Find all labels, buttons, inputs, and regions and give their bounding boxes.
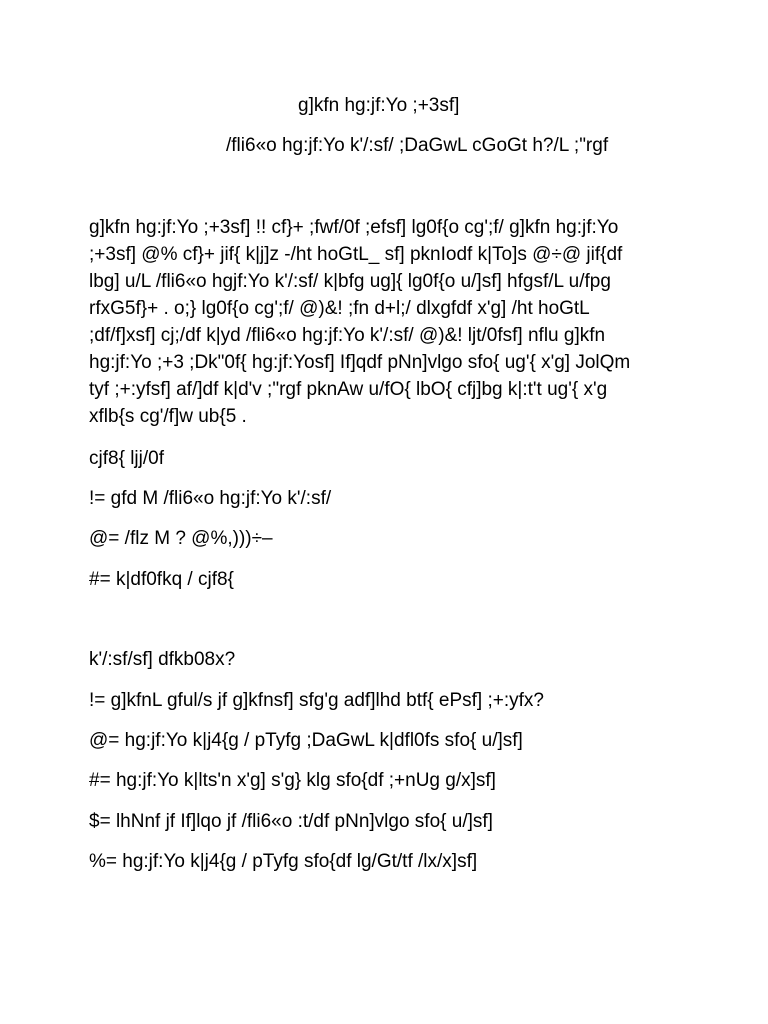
details-item: #= k|df0fkq / cjf8{ bbox=[89, 569, 234, 590]
paragraph-line: tyf ;+:yfsf] af/]df k|d'v ;"rgf pknAw u/fO{ lbO{ cfj]bg k|:t't ug'{ x'g bbox=[89, 379, 608, 400]
criteria-item: #= hg:jf:Yo k|lts'n x'g] s'g} klg sfo{df ;+nUg g/x]sf] bbox=[89, 770, 496, 791]
details-heading: cjf8{ ljj/0f bbox=[89, 448, 164, 469]
criteria-heading: k'/:sf/sf] dfkb08x? bbox=[89, 649, 236, 670]
document-subtitle: /fli6«o hg:jf:Yo k'/:sf/ ;DaGwL cGoGt h?/L ;"rgf bbox=[226, 135, 609, 156]
paragraph-line: ;df/f]xsf] cj;/df k|yd /fli6«o hg:jf:Yo k'/:sf/ @)&! ljt/0fsf] nflu g]kfn bbox=[89, 325, 606, 346]
paragraph-line: g]kfn hg:jf:Yo ;+3sf] !! cf}+ ;fwf/0f ;efsf] lg0f{o cg';f/ g]kfn hg:jf:Yo bbox=[89, 217, 619, 238]
document-title: g]kfn hg:jf:Yo ;+3sf] bbox=[298, 95, 460, 116]
criteria-item: != g]kfnL gful/s jf g]kfnsf] sfg'g adf]lhd btf{ ePsf] ;+:yfx? bbox=[89, 690, 544, 711]
paragraph-line: ;+3sf] @% cf}+ jif{ k|j]z -/ht hoGtL_ sf] pknIodf k|To]s @÷@ jif{df bbox=[89, 244, 623, 265]
paragraph-line: xflb{s cg'/f]w ub{5 . bbox=[89, 406, 247, 427]
details-item: != gfd M /fli6«o hg:jf:Yo k'/:sf/ bbox=[89, 488, 332, 509]
criteria-item: $= lhNnf jf If]lqo jf /fli6«o :t/df pNn]vlgo sfo{ u/]sf] bbox=[89, 811, 493, 832]
paragraph-line: lbg] u/L /fli6«o hgjf:Yo k'/:sf/ k|bfg ug]{ lg0f{o u/]sf] hfgsf/L u/fpg bbox=[89, 271, 611, 292]
paragraph-line: hg:jf:Yo ;+3 ;Dk"0f{ hg:jf:Yosf] If]qdf pNn]vlgo sfo{ ug'{ x'g] JolQm bbox=[89, 352, 631, 373]
body-paragraph bbox=[89, 214, 689, 430]
criteria-item: @= hg:jf:Yo k|j4{g / pTyfg ;DaGwL k|dfl0fs sfo{ u/]sf] bbox=[89, 730, 523, 751]
paragraph-line: rfxG5f}+ . o;} lg0f{o cg';f/ @)&! ;fn d+l;/ dlxgfdf x'g] /ht hoGtL bbox=[89, 298, 590, 319]
details-item: @= /flz M ? @%,)))÷– bbox=[89, 528, 273, 549]
criteria-item: %= hg:jf:Yo k|j4{g / pTyfg sfo{df lg/Gt/tf /lx/x]sf] bbox=[89, 851, 478, 872]
